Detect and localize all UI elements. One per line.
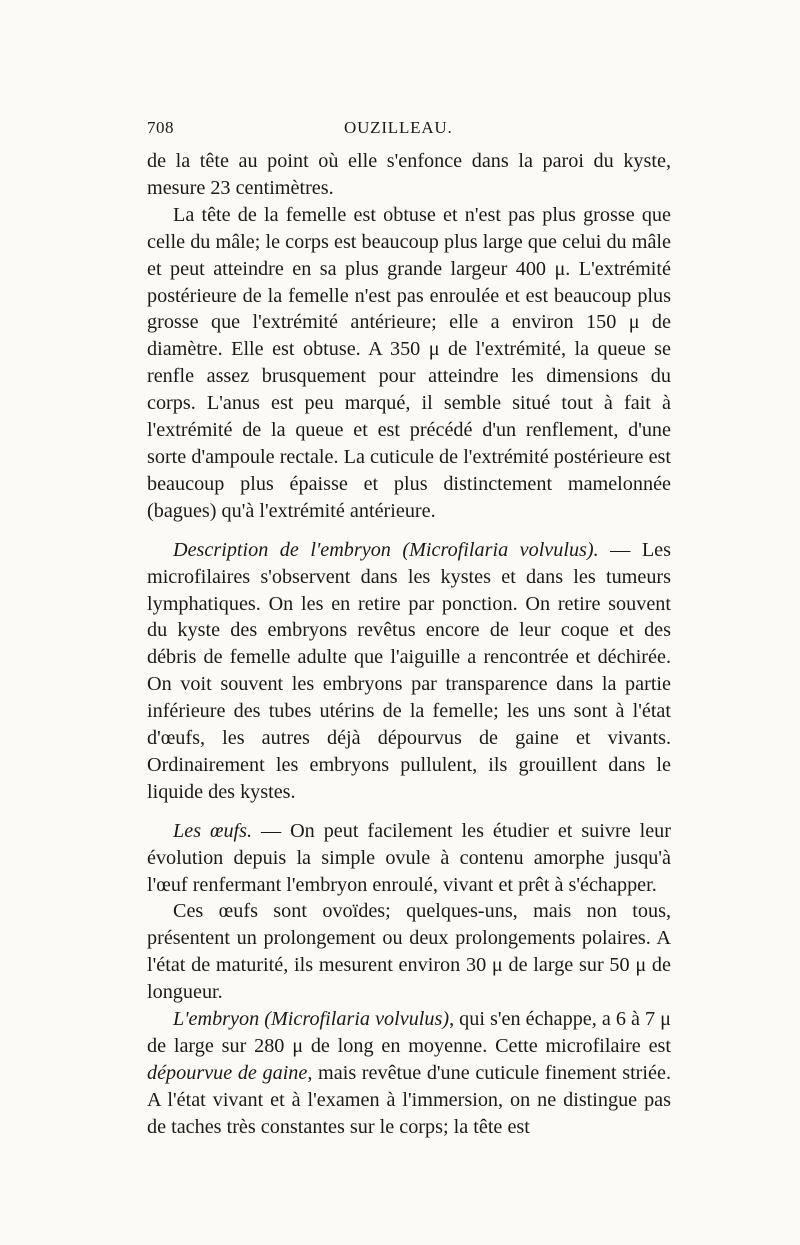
paragraph-6-part-a: , qui s'en échappe, a 6 à 7 μ de large sur 280 μ de long en moyenne. Cette microfilaire est <box>147 1008 671 1057</box>
paragraph-6-part-b: mais revêtue d'une cuticule finement striée. A l'état vivant et à l'examen à l'immersion, on ne distingue pas de taches très constantes sur le corps; la tête est <box>147 1061 671 1138</box>
paragraph-2: La tête de la femelle est obtuse et n'est pas plus grosse que celle du mâle; le corps est beaucoup plus large que celui du mâle et peut atteindre en sa plus grande largeur 400 μ. L'extrémité postérieure de la femelle n'est pas enroulée et est beaucoup plus grosse que l'extrémité antérieure; elle a environ 150 μ de diamètre. Elle est obtuse. A 350 μ de l'extrémité, la queue se renfle assez brusquement pour atteindre les dimensions du corps. L'anus est peu marqué, il semble situé tout à fait à l'extrémité de la queue et est précédé d'un renflement, d'une sorte d'ampoule rectale. La cuticule de l'extrémité postérieure est beaucoup plus épaisse et plus distinctement mamelonnée (bagues) qu'à l'extrémité antérieure. <box>147 203 671 522</box>
paragraph-1: de la tête au point où elle s'enfonce dans la paroi du kyste, mesure 23 centimètres. <box>147 150 671 199</box>
paragraph-6 <box>147 1006 671 1141</box>
text-body <box>147 148 671 1141</box>
paragraph-4-body: — On peut facilement les étudier et suivre leur évolution depuis la simple ovule à contenu amorphe jusqu'à l'œuf renfermant l'embryon enroulé, vivant et prêt à s'échapper. <box>147 819 671 896</box>
paragraph-4 <box>147 818 671 899</box>
section-title-embryon-description: Description de l'embryon (Microfilaria volvulus). <box>173 538 599 561</box>
running-title: OUZILLEAU. <box>344 118 453 137</box>
paragraph-5: Ces œufs sont ovoïdes; quelques-uns, mais non tous, présentent un prolongement ou deux prolongements polaires. A l'état de maturité, ils mesurent environ 30 μ de large sur 50 μ de longueur. <box>147 900 671 1004</box>
paragraph-3 <box>147 537 671 806</box>
page-header <box>147 112 674 142</box>
section-title-oeufs: Les œufs. <box>173 819 253 842</box>
page-number: 708 <box>147 118 174 137</box>
section-title-embryon: L'embryon (Microfilaria volvulus) <box>173 1008 450 1031</box>
paragraph-3-body: — Les microfilaires s'observent dans les kystes et dans les tumeurs lymphatiques. On les en retire par ponction. On retire souvent du kyste des embryons revêtus encore de leur coque et des débris de femelle adulte que l'aiguille a rencontrée et déchirée. On voit souvent les embryons par transparence dans la partie inférieure des tubes utérins de la femelle; les uns sont à l'état d'œufs, les autres déjà dépourvus de gaine et vivants. Ordinairement les embryons pullulent, ils grouillent dans le liquide des kystes. <box>147 538 671 803</box>
paragraph-6-italic: dépourvue de gaine, <box>147 1061 313 1084</box>
